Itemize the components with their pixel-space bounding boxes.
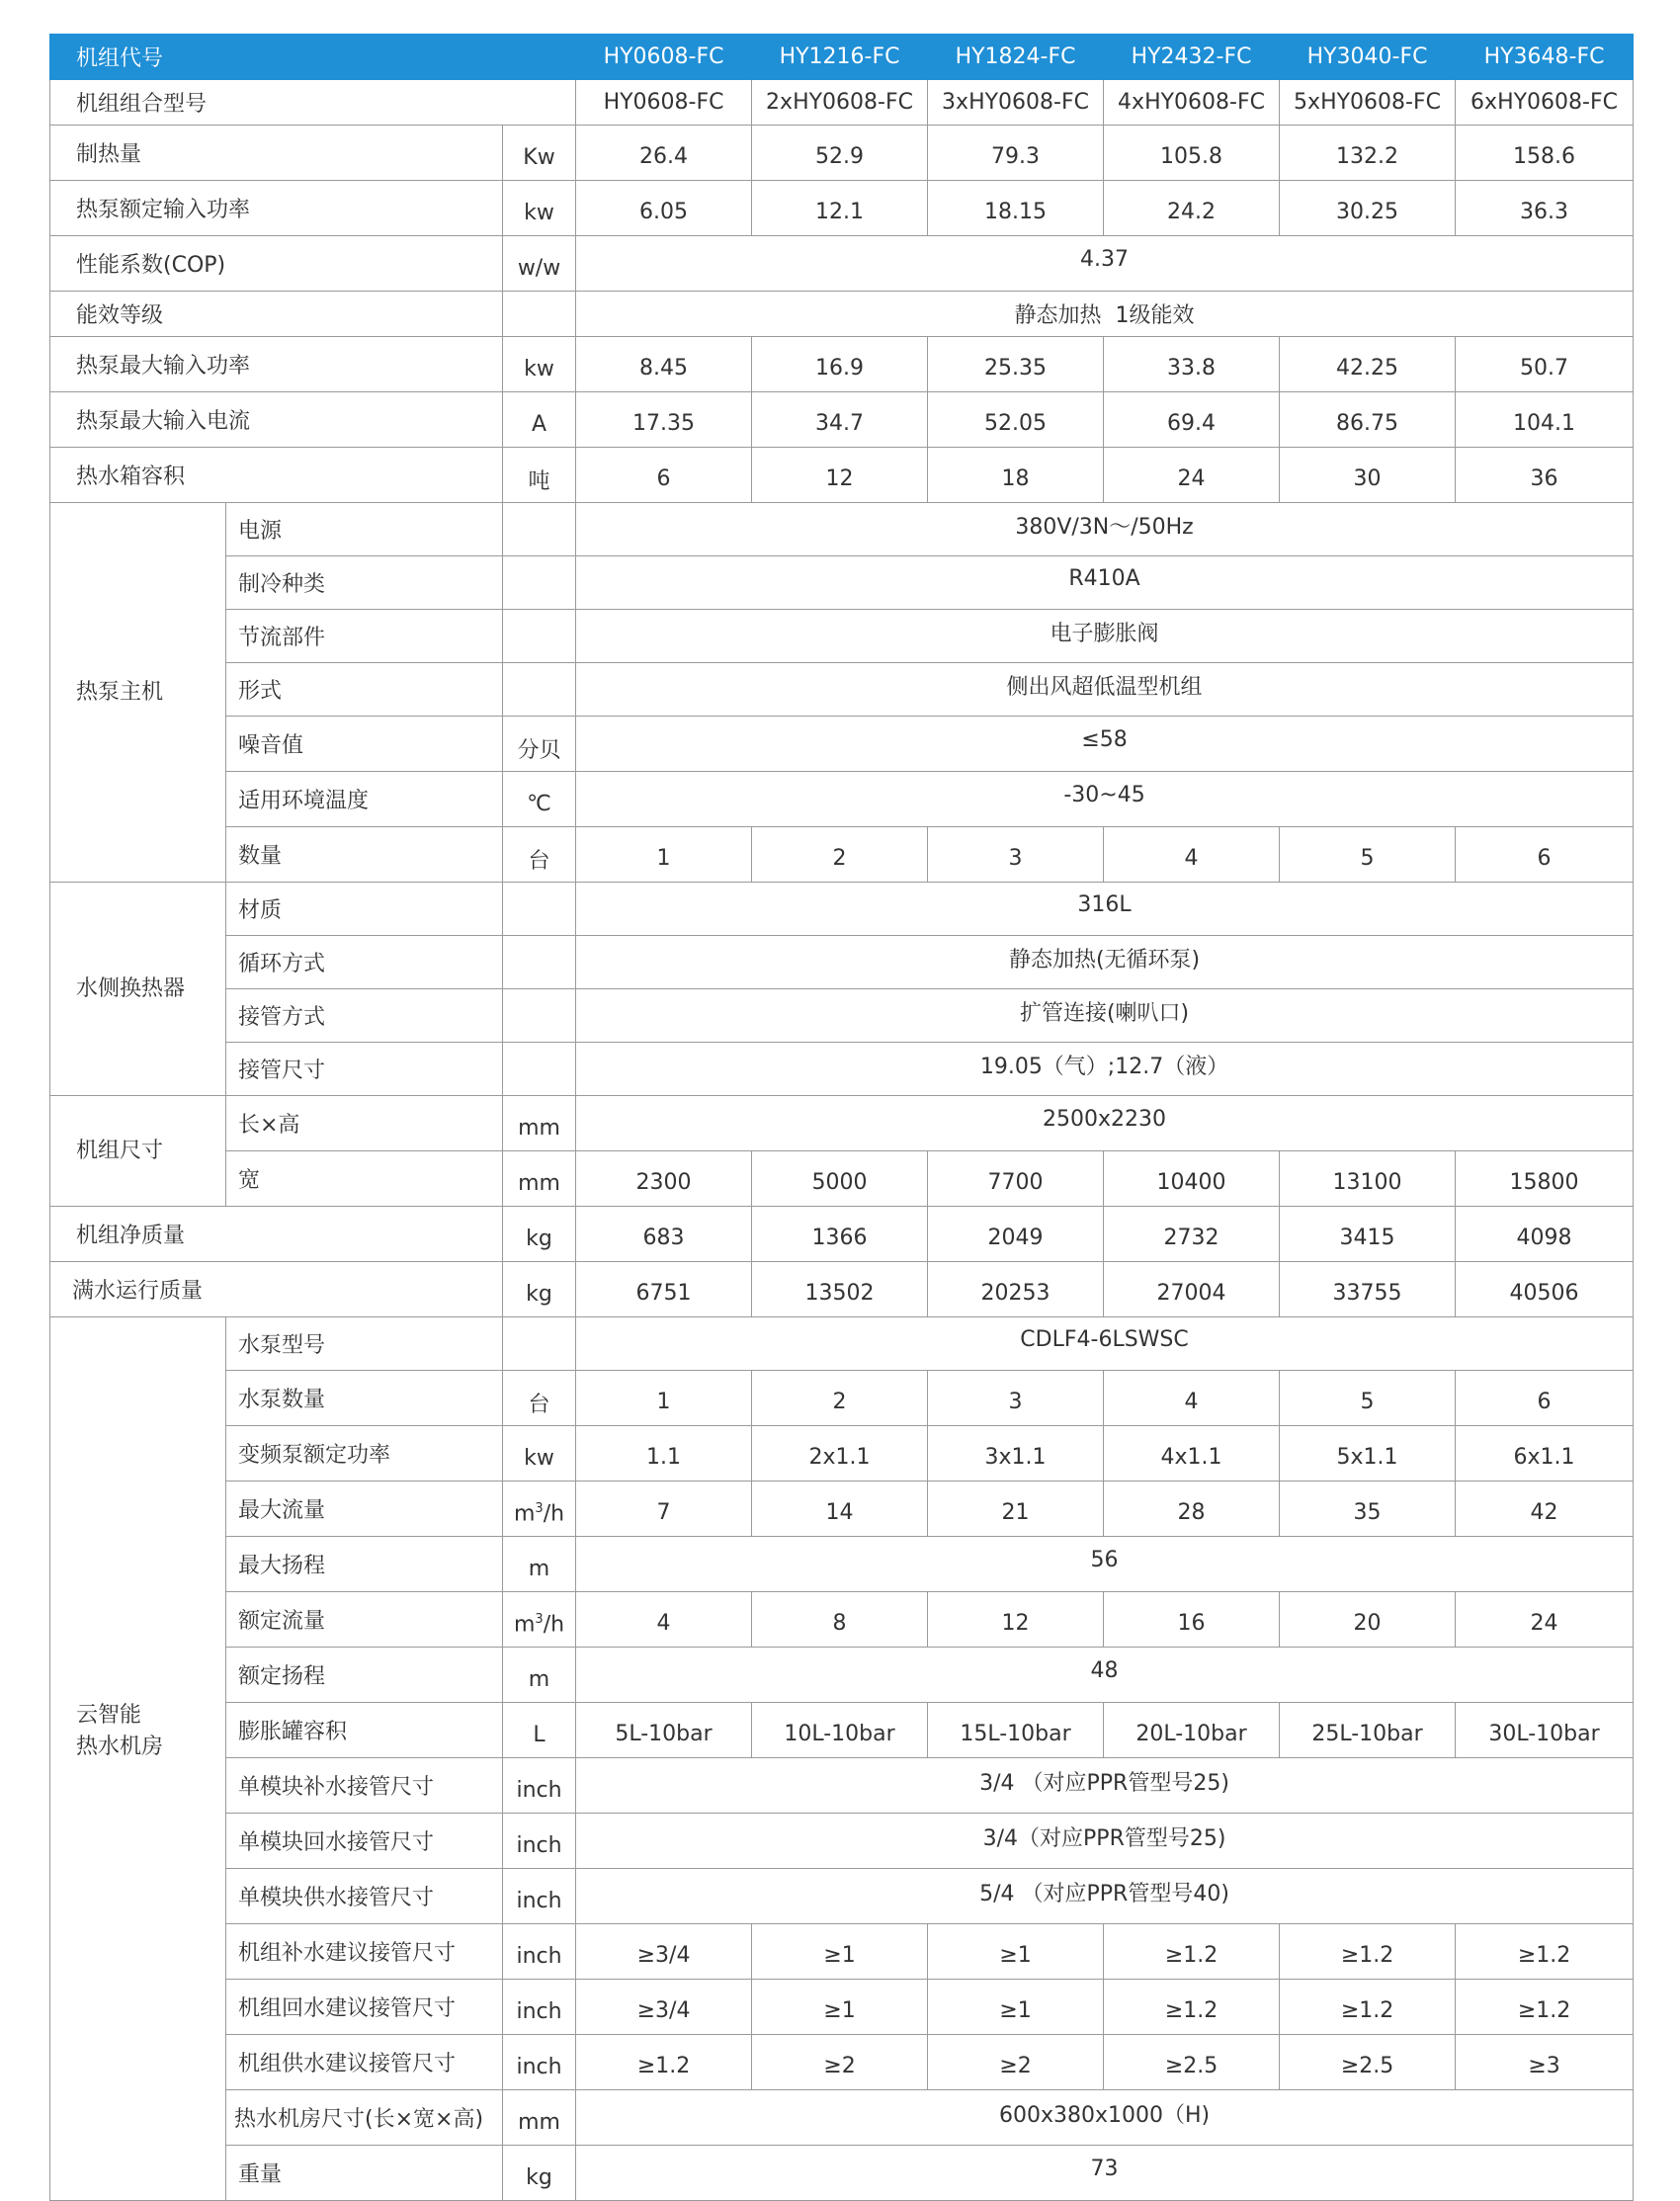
cell-value: R410A [576, 556, 1634, 610]
cell-value: 16 [1104, 1592, 1280, 1648]
unit-cell: inch [503, 1980, 576, 2035]
cell-value: 2049 [928, 1207, 1104, 1262]
cell-value: 24 [1104, 448, 1280, 503]
cell-value: 86.75 [1280, 392, 1456, 448]
cell-value: ≥1.2 [1280, 1980, 1456, 2035]
unit-cell: kg [503, 1207, 576, 1262]
row-label: 额定扬程 [226, 1648, 503, 1703]
unit-cell [503, 556, 576, 610]
cell-value: ≥1 [752, 1924, 928, 1980]
cell-value: 35 [1280, 1481, 1456, 1537]
row-label: 适用环境温度 [226, 772, 503, 827]
group-label-line: 云智能 [76, 1702, 142, 1728]
cell-value: 6 [1456, 1371, 1634, 1426]
cell-value: ≥1.2 [1456, 1980, 1634, 2035]
cell-value: 10400 [1104, 1151, 1280, 1207]
table-row [50, 1481, 1634, 1537]
cell-value: 2x1.1 [752, 1426, 928, 1481]
unit-text: m [513, 1612, 536, 1638]
unit-cell [503, 1481, 576, 1537]
row-label: 热泵最大输入电流 [50, 392, 503, 448]
cell-value: 600x380x1000（H) [576, 2090, 1634, 2146]
table-row [50, 236, 1634, 292]
row-label: 形式 [226, 663, 503, 717]
cell-value: 5 [1280, 1371, 1456, 1426]
unit-cell: L [503, 1703, 576, 1758]
table-row [50, 1262, 1634, 1317]
cell-value: 12 [752, 448, 928, 503]
cell-value: 6.05 [576, 181, 752, 236]
table-row [50, 1207, 1634, 1262]
table-row [50, 1371, 1634, 1426]
row-label: 满水运行质量 [50, 1262, 503, 1317]
group-label: 水侧换热器 [50, 883, 226, 1096]
cell-value: 30L-10bar [1456, 1703, 1634, 1758]
row-label: 制热量 [50, 126, 503, 181]
cell-value: 13502 [752, 1262, 928, 1317]
cell-value: 33.8 [1104, 337, 1280, 392]
row-label: 水泵数量 [226, 1371, 503, 1426]
cell-value: ≥1.2 [1280, 1924, 1456, 1980]
cell-value: 104.1 [1456, 392, 1634, 448]
cell-value: 683 [576, 1207, 752, 1262]
table-row [50, 2146, 1634, 2201]
cell-value: 2300 [576, 1151, 752, 1207]
unit-cell [503, 1043, 576, 1096]
cell-value: 1366 [752, 1207, 928, 1262]
table-row [50, 1648, 1634, 1703]
cell-value: ≥2.5 [1104, 2035, 1280, 2090]
group-label [50, 2146, 226, 2201]
cell-value: ≥1 [928, 1980, 1104, 2035]
table-row [50, 80, 1634, 126]
unit-cell: ℃ [503, 772, 576, 827]
group-label: 热泵主机 [50, 503, 226, 883]
model-header: HY2432-FC [1104, 35, 1280, 80]
cell-value: 6 [1456, 827, 1634, 883]
cell-value: 5x1.1 [1280, 1426, 1456, 1481]
cell-value: 静态加热 1级能效 [576, 292, 1634, 337]
cell-value: 380V/3N～/50Hz [576, 503, 1634, 556]
cell-value: 18.15 [928, 181, 1104, 236]
cell-value: 6751 [576, 1262, 752, 1317]
cell-value: 2 [752, 1371, 928, 1426]
unit-cell: inch [503, 1924, 576, 1980]
unit-cell [503, 936, 576, 989]
unit-cell [503, 610, 576, 663]
table-row [50, 1426, 1634, 1481]
cell-value: 25.35 [928, 337, 1104, 392]
cell-value: 8 [752, 1592, 928, 1648]
cell-value: HY0608-FC [576, 80, 752, 126]
unit-cell: inch [503, 1814, 576, 1869]
unit-cell: mm [503, 2090, 576, 2146]
unit-cell: w/w [503, 236, 576, 292]
group-label [50, 1317, 226, 2146]
table-row [50, 1151, 1634, 1207]
cell-value: 电子膨胀阀 [576, 610, 1634, 663]
unit-cell: kw [503, 181, 576, 236]
table-row [50, 1869, 1634, 1924]
row-label: 长×高 [226, 1096, 503, 1151]
cell-value: 12 [928, 1592, 1104, 1648]
cell-value: CDLF4-6LSWSC [576, 1317, 1634, 1371]
row-label: 电源 [226, 503, 503, 556]
unit-cell [503, 292, 576, 337]
row-label: 热水箱容积 [50, 448, 503, 503]
cell-value: 19.05（气）;12.7（液） [576, 1043, 1634, 1096]
cell-value: 2500x2230 [576, 1096, 1634, 1151]
row-label: 机组供水建议接管尺寸 [226, 2035, 503, 2090]
row-label: 额定流量 [226, 1592, 503, 1648]
cell-value: 4 [1104, 827, 1280, 883]
cell-value: 2xHY0608-FC [752, 80, 928, 126]
cell-value: 2732 [1104, 1207, 1280, 1262]
cell-value: 20253 [928, 1262, 1104, 1317]
table-row [50, 2035, 1634, 2090]
row-label: 最大扬程 [226, 1537, 503, 1592]
cell-value: ≥1.2 [576, 2035, 752, 2090]
cell-value: ≥1 [752, 1980, 928, 2035]
table-row [50, 1096, 1634, 1151]
row-label: 机组回水建议接管尺寸 [226, 1980, 503, 2035]
model-header: HY1216-FC [752, 35, 928, 80]
cell-value: 5xHY0608-FC [1280, 80, 1456, 126]
cell-value: ≥3/4 [576, 1924, 752, 1980]
row-label: 单模块供水接管尺寸 [226, 1869, 503, 1924]
cell-value: 24 [1456, 1592, 1634, 1648]
cell-value: 2 [752, 827, 928, 883]
cell-value: 50.7 [1456, 337, 1634, 392]
cell-value: 13100 [1280, 1151, 1456, 1207]
cell-value: 24.2 [1104, 181, 1280, 236]
row-label: 热泵额定输入功率 [50, 181, 503, 236]
row-label: 膨胀罐容积 [226, 1703, 503, 1758]
cell-value: 5L-10bar [576, 1703, 752, 1758]
cell-value: 28 [1104, 1481, 1280, 1537]
cell-value: 7700 [928, 1151, 1104, 1207]
cell-value: 3x1.1 [928, 1426, 1104, 1481]
cell-value: 3415 [1280, 1207, 1456, 1262]
row-label: 水泵型号 [226, 1317, 503, 1371]
cell-value: ≥2 [928, 2035, 1104, 2090]
cell-value: 132.2 [1280, 126, 1456, 181]
table-row [50, 1758, 1634, 1814]
cell-value: ≥2 [752, 2035, 928, 2090]
cell-value: 36 [1456, 448, 1634, 503]
table-row [50, 1043, 1634, 1096]
cell-value: 1 [576, 827, 752, 883]
cell-value: 14 [752, 1481, 928, 1537]
row-label: 噪音值 [226, 717, 503, 772]
unit-cell: inch [503, 2035, 576, 2090]
cell-value: 21 [928, 1481, 1104, 1537]
unit-cell: mm [503, 1096, 576, 1151]
cell-value: 5 [1280, 827, 1456, 883]
table-row [50, 883, 1634, 936]
model-header: HY0608-FC [576, 35, 752, 80]
row-label: 重量 [226, 2146, 503, 2201]
row-label: 数量 [226, 827, 503, 883]
cell-value: 42 [1456, 1481, 1634, 1537]
cell-value: 52.05 [928, 392, 1104, 448]
table-row [50, 2090, 1634, 2146]
table-row [50, 448, 1634, 503]
unit-cell: 台 [503, 827, 576, 883]
table-row [50, 126, 1634, 181]
header-label: 机组代号 [50, 35, 576, 80]
unit-text: m [513, 1501, 536, 1527]
cell-value: 12.1 [752, 181, 928, 236]
cell-value: 4.37 [576, 236, 1634, 292]
unit-cell: kg [503, 1262, 576, 1317]
spec-table [49, 34, 1634, 2201]
cell-value: 3 [928, 1371, 1104, 1426]
table-row [50, 292, 1634, 337]
unit-cell [503, 1592, 576, 1648]
cell-value: 316L [576, 883, 1634, 936]
table-row [50, 772, 1634, 827]
cell-value: 30 [1280, 448, 1456, 503]
table-row [50, 936, 1634, 989]
row-label: 机组净质量 [50, 1207, 503, 1262]
unit-cell: kw [503, 337, 576, 392]
model-header: HY3040-FC [1280, 35, 1456, 80]
row-label: 热水机房尺寸(长×宽×高) [226, 2090, 503, 2146]
cell-value: 4x1.1 [1104, 1426, 1280, 1481]
cell-value: -30~45 [576, 772, 1634, 827]
cell-value: 6 [576, 448, 752, 503]
row-label: 循环方式 [226, 936, 503, 989]
table-row [50, 1703, 1634, 1758]
table-row [50, 1814, 1634, 1869]
table-row [50, 503, 1634, 556]
row-label: 制冷种类 [226, 556, 503, 610]
unit-text: /h [543, 1612, 565, 1638]
model-header: HY3648-FC [1456, 35, 1634, 80]
cell-value: 16.9 [752, 337, 928, 392]
cell-value: 8.45 [576, 337, 752, 392]
row-label: 接管方式 [226, 989, 503, 1043]
cell-value: 3 [928, 827, 1104, 883]
unit-text: /h [543, 1501, 565, 1527]
table-row [50, 827, 1634, 883]
unit-cell [503, 503, 576, 556]
unit-cell: inch [503, 1758, 576, 1814]
cell-value: 26.4 [576, 126, 752, 181]
row-label: 单模块补水接管尺寸 [226, 1758, 503, 1814]
row-label: 性能系数(COP) [50, 236, 503, 292]
model-header: HY1824-FC [928, 35, 1104, 80]
unit-cell [503, 883, 576, 936]
cell-value: 36.3 [1456, 181, 1634, 236]
cell-value: 27004 [1104, 1262, 1280, 1317]
row-label: 宽 [226, 1151, 503, 1207]
cell-value: 6x1.1 [1456, 1426, 1634, 1481]
cell-value: 18 [928, 448, 1104, 503]
cell-value: 3/4（对应PPR管型号25) [576, 1814, 1634, 1869]
cell-value: 10L-10bar [752, 1703, 928, 1758]
table-row [50, 1592, 1634, 1648]
cell-value: 15L-10bar [928, 1703, 1104, 1758]
table-row [50, 610, 1634, 663]
cell-value: 1.1 [576, 1426, 752, 1481]
unit-cell: m [503, 1537, 576, 1592]
table-row [50, 1537, 1634, 1592]
cell-value: 30.25 [1280, 181, 1456, 236]
unit-cell: m [503, 1648, 576, 1703]
cell-value: 25L-10bar [1280, 1703, 1456, 1758]
row-label: 最大流量 [226, 1481, 503, 1537]
cell-value: ≥1.2 [1104, 1980, 1280, 2035]
cell-value: 17.35 [576, 392, 752, 448]
unit-cell: Kw [503, 126, 576, 181]
cell-value: 4 [576, 1592, 752, 1648]
unit-superscript: 3 [535, 1611, 544, 1627]
unit-cell: kg [503, 2146, 576, 2201]
cell-value: 33755 [1280, 1262, 1456, 1317]
cell-value: ≥3/4 [576, 1980, 752, 2035]
row-label: 节流部件 [226, 610, 503, 663]
cell-value: 69.4 [1104, 392, 1280, 448]
cell-value: 扩管连接(喇叭口) [576, 989, 1634, 1043]
cell-value: 6xHY0608-FC [1456, 80, 1634, 126]
unit-cell: 吨 [503, 448, 576, 503]
cell-value: 7 [576, 1481, 752, 1537]
cell-value: ≥3 [1456, 2035, 1634, 2090]
table-row [50, 989, 1634, 1043]
cell-value: ≥1 [928, 1924, 1104, 1980]
table-row [50, 1924, 1634, 1980]
table-row [50, 392, 1634, 448]
group-label: 机组尺寸 [50, 1096, 226, 1207]
cell-value: 42.25 [1280, 337, 1456, 392]
table-row [50, 663, 1634, 717]
cell-value: 4 [1104, 1371, 1280, 1426]
cell-value: 105.8 [1104, 126, 1280, 181]
table-row [50, 1980, 1634, 2035]
row-label: 变频泵额定功率 [226, 1426, 503, 1481]
row-label: 接管尺寸 [226, 1043, 503, 1096]
cell-value: 34.7 [752, 392, 928, 448]
table-row [50, 1317, 1634, 1371]
cell-value: 4xHY0608-FC [1104, 80, 1280, 126]
unit-cell: 台 [503, 1371, 576, 1426]
cell-value: 3xHY0608-FC [928, 80, 1104, 126]
unit-cell: kw [503, 1426, 576, 1481]
cell-value: 5000 [752, 1151, 928, 1207]
row-label: 热泵最大输入功率 [50, 337, 503, 392]
cell-value: 5/4 （对应PPR管型号40) [576, 1869, 1634, 1924]
unit-cell: mm [503, 1151, 576, 1207]
group-label-line: 热水机房 [76, 1734, 164, 1759]
header-row [50, 35, 1634, 80]
unit-cell: A [503, 392, 576, 448]
row-label: 机组组合型号 [50, 80, 576, 126]
cell-value: 79.3 [928, 126, 1104, 181]
cell-value: 4098 [1456, 1207, 1634, 1262]
row-label: 单模块回水接管尺寸 [226, 1814, 503, 1869]
row-label: 材质 [226, 883, 503, 936]
cell-value: 静态加热(无循环泵) [576, 936, 1634, 989]
unit-cell [503, 989, 576, 1043]
row-label: 能效等级 [50, 292, 503, 337]
cell-value: 40506 [1456, 1262, 1634, 1317]
cell-value: 52.9 [752, 126, 928, 181]
cell-value: 56 [576, 1537, 1634, 1592]
cell-value: 1 [576, 1371, 752, 1426]
unit-superscript: 3 [535, 1500, 544, 1516]
table-row [50, 717, 1634, 772]
cell-value: 侧出风超低温型机组 [576, 663, 1634, 717]
cell-value: 158.6 [1456, 126, 1634, 181]
unit-cell: inch [503, 1869, 576, 1924]
cell-value: 48 [576, 1648, 1634, 1703]
table-row [50, 337, 1634, 392]
cell-value: 73 [576, 2146, 1634, 2201]
cell-value: 20L-10bar [1104, 1703, 1280, 1758]
cell-value: 20 [1280, 1592, 1456, 1648]
table-row [50, 556, 1634, 610]
unit-cell [503, 1317, 576, 1371]
unit-cell [503, 663, 576, 717]
cell-value: ≥2.5 [1280, 2035, 1456, 2090]
cell-value: 3/4 （对应PPR管型号25) [576, 1758, 1634, 1814]
cell-value: ≤58 [576, 717, 1634, 772]
unit-cell: 分贝 [503, 717, 576, 772]
table-row [50, 181, 1634, 236]
cell-value: 15800 [1456, 1151, 1634, 1207]
cell-value: ≥1.2 [1456, 1924, 1634, 1980]
cell-value: ≥1.2 [1104, 1924, 1280, 1980]
row-label: 机组补水建议接管尺寸 [226, 1924, 503, 1980]
